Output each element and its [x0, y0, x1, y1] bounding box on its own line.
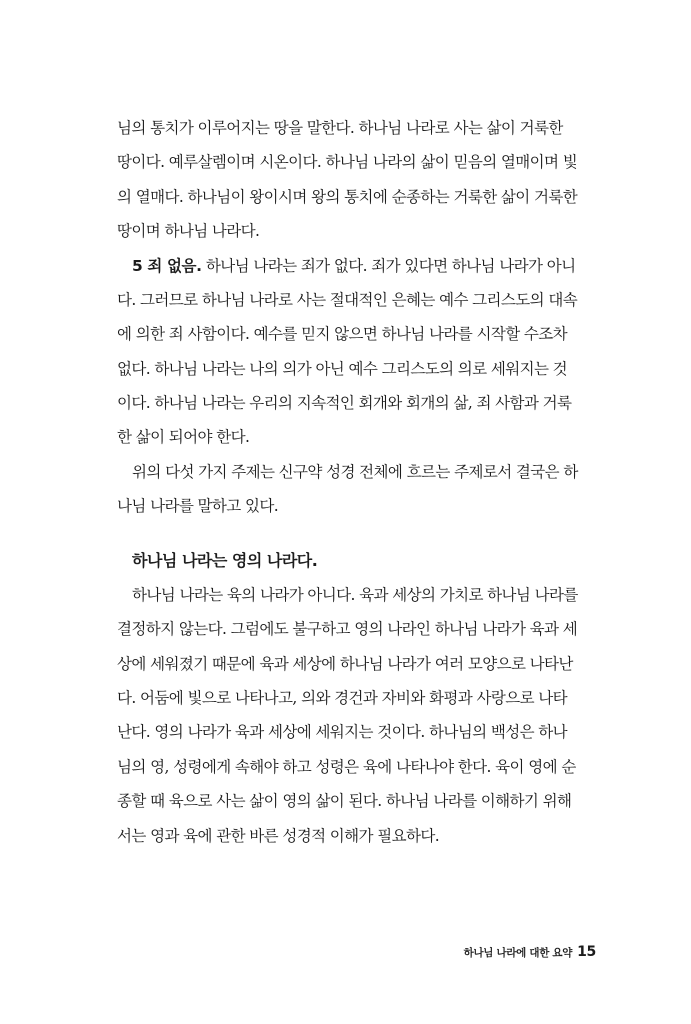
body-line: 다. 어둠에 빛으로 나타나고, 의와 경건과 자비와 화평과 사랑으로 나타 [117, 689, 568, 707]
page-footer [464, 944, 596, 960]
numbered-point-label: 5 죄 없음. [132, 257, 202, 275]
body-line: 의 열매다. 하나님이 왕이시며 왕의 통치에 순종하는 거룩한 삶이 거룩한 [117, 188, 578, 206]
body-line: 님의 영, 성령에게 속해야 하고 성령은 육에 나타나야 한다. 육이 영에 순 [117, 758, 576, 776]
body-line: 위의 다섯 가지 주제는 신구약 성경 전체에 흐르는 주제로서 결국은 하 [132, 463, 578, 481]
body-line: 상에 세워졌기 때문에 육과 세상에 하나님 나라가 여러 모양으로 나타난 [117, 655, 573, 673]
lead-text: 하나님 나라는 죄가 없다. 죄가 있다면 하나님 나라가 아니 [201, 257, 576, 275]
body-line: 한 삶이 되어야 한다. [117, 428, 250, 446]
body-line: 결정하지 않는다. 그럼에도 불구하고 영의 나라인 하나님 나라가 육과 세 [117, 620, 578, 638]
body-line: 다. 그러므로 하나님 나라로 사는 절대적인 은혜는 예수 그리스도의 대속 [117, 291, 578, 309]
running-title: 하나님 나라에 대한 요약 [463, 947, 573, 959]
body-line: 종할 때 육으로 사는 삶이 영의 삶이 된다. 하나님 나라를 이해하기 위해 [117, 792, 572, 810]
page-number: 15 [577, 944, 596, 960]
body-line: 서는 영과 육에 관한 바른 성경적 이해가 필요하다. [117, 827, 440, 845]
body-line: 난다. 영의 나라가 육과 세상에 세워지는 것이다. 하나님의 백성은 하나 [117, 723, 568, 741]
body-line: 나님 나라를 말하고 있다. [117, 497, 279, 515]
paragraph-lead-line [132, 256, 597, 276]
body-line: 님의 통치가 이루어지는 땅을 말한다. 하나님 나라로 사는 삶이 거룩한 [117, 119, 563, 137]
body-line: 땅이며 하나님 나라다. [117, 222, 260, 240]
body-line: 이다. 하나님 나라는 우리의 지속적인 회개와 회개의 삶, 죄 사함과 거룩 [117, 394, 572, 412]
body-line: 없다. 하나님 나라는 나의 의가 아닌 예수 그리스도의 의로 세워지는 것 [117, 360, 568, 378]
section-heading: 하나님 나라는 영의 나라다. [132, 551, 318, 570]
body-line: 에 의한 죄 사함이다. 예수를 믿지 않으면 하나님 나라를 시작할 수조차 [117, 325, 568, 343]
body-line: 땅이다. 예루살렘이며 시온이다. 하나님 나라의 삶이 믿음의 열매이며 빛 [117, 153, 578, 171]
body-line: 하나님 나라는 육의 나라가 아니다. 육과 세상의 가치로 하나님 나라를 [132, 586, 578, 604]
